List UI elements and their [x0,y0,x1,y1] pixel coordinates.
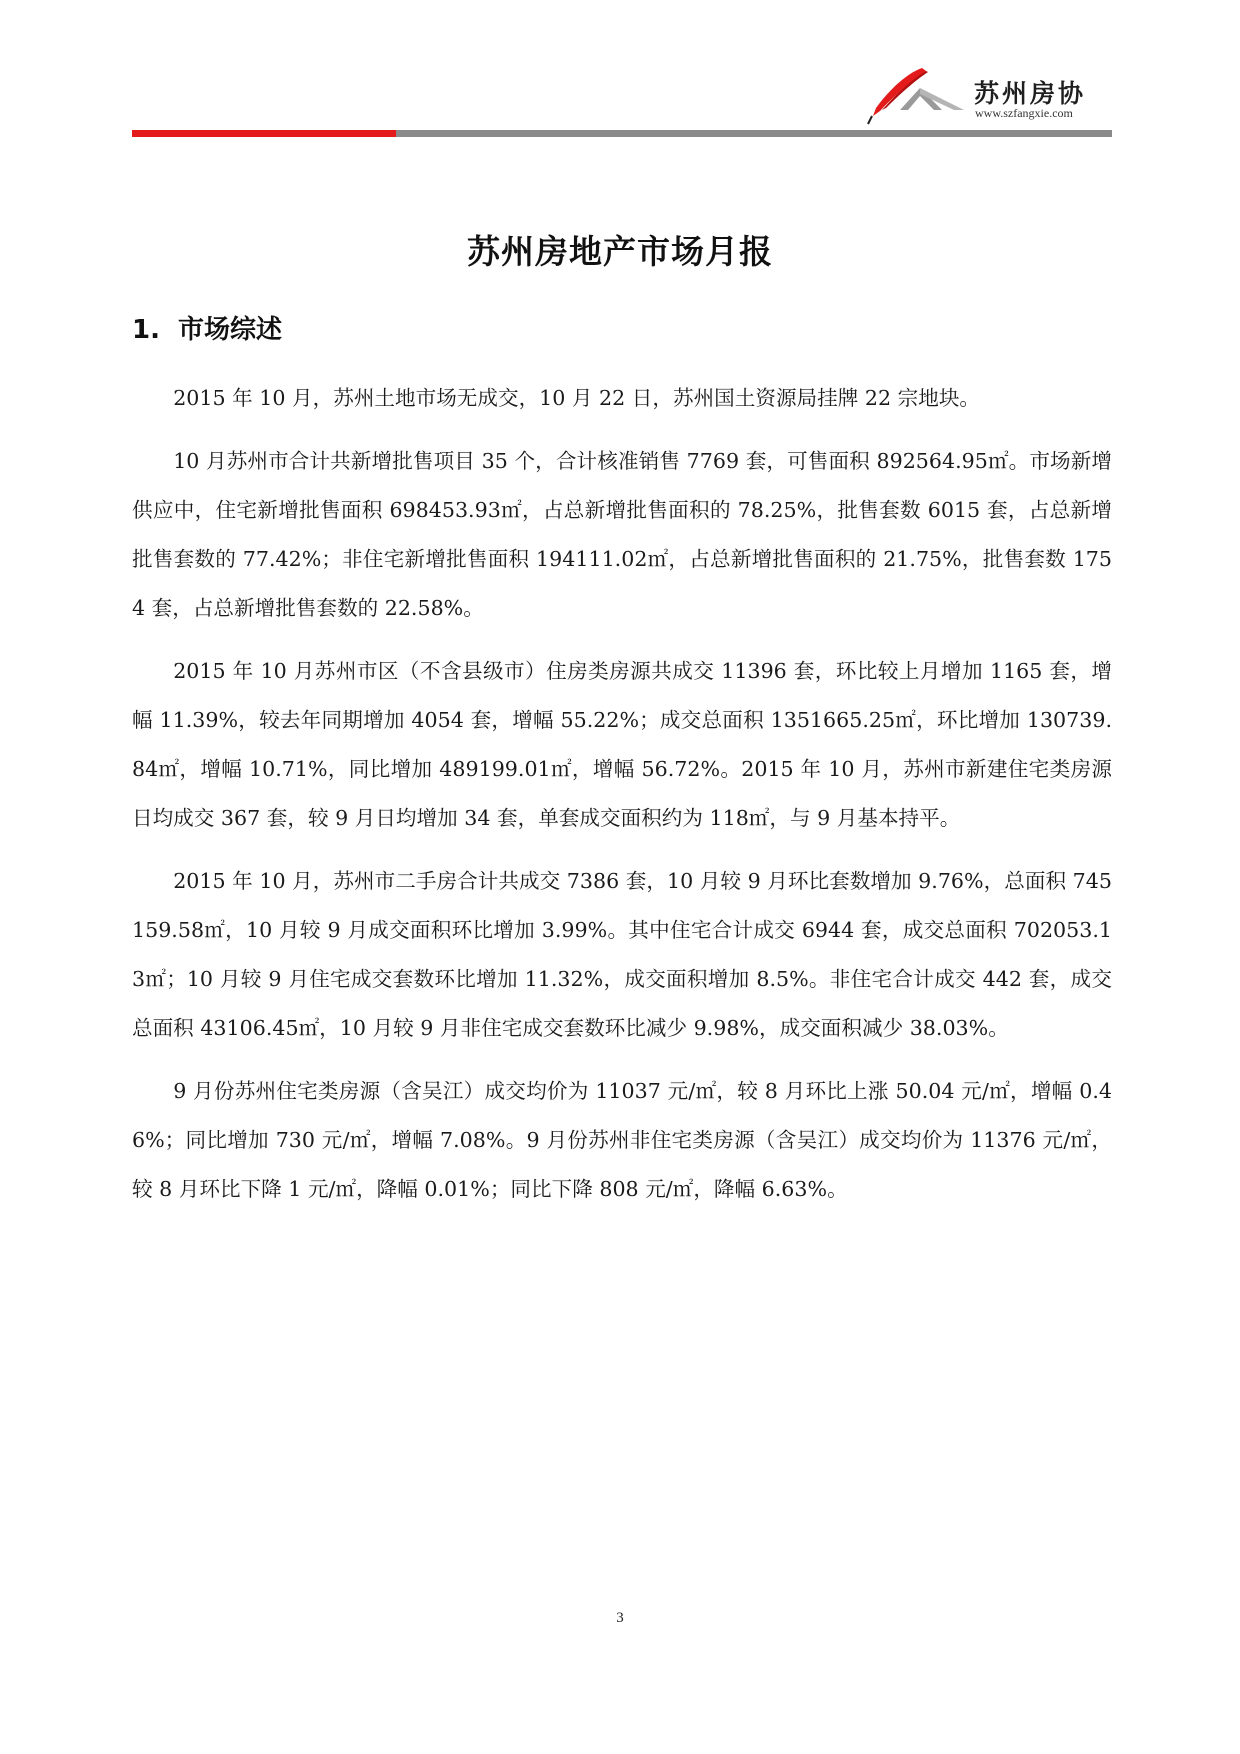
logo-url: www.szfangxie.com [975,106,1073,120]
paragraph-new-supply: 10 月苏州市合计共新增批售项目 35 个，合计核准销售 7769 套，可售面积 892564.95㎡。市场新增供应中，住宅新增批售面积 698453.93㎡，占总新增批售面积的 78.25%，批售套数 6015 套，占总新增批售套数的 77.42%；非住宅新增批售面积 194111.02㎡，占总新增批售面积的 21.75%，批售套数 1754 套，占总新增批售套数的 22.58%。 [132,449,1112,620]
logo-title: 苏州房协 [974,79,1087,108]
header-rule [132,130,1112,137]
section-number: 1. [132,315,160,345]
paragraph-new-housing-transactions: 2015 年 10 月苏州市区（不含县级市）住房类房源共成交 11396 套，环比较上月增加 1165 套，增幅 11.39%，较去年同期增加 4054 套，增幅 55.22%；成交总面积 1351665.25㎡，环比增加 130739.84㎡，增幅 10.71%，同比增加 489199.01㎡，增幅 56.72%。2015 年 10 月，苏州市新建住宅类房源日均成交 367 套，较 9 月日均增加 34 套，单套成交面积约为 118㎡，与 9 月基本持平。 [132,659,1112,830]
paragraph-average-prices: 9 月份苏州住宅类房源（含吴江）成交均价为 11037 元/㎡，较 8 月环比上涨 50.04 元/㎡，增幅 0.46%；同比增加 730 元/㎡，增幅 7.08%。9 月份苏州非住宅类房源（含吴江）成交均价为 11376 元/㎡，较 8 月环比下降 1 元/㎡，降幅 0.01%；同比下降 808 元/㎡，降幅 6.63%。 [132,1079,1112,1201]
quill-roof-logo-icon [862,66,972,128]
paragraph-second-hand-housing: 2015 年 10 月，苏州市二手房合计共成交 7386 套，10 月较 9 月环比套数增加 9.76%，总面积 745159.58㎡，10 月较 9 月成交面积环比增加 3.99%。其中住宅合计成交 6944 套，成交总面积 702053.13㎡；10 月较 9 月住宅成交套数环比增加 11.32%，成交面积增加 8.5%。非住宅合计成交 442 套，成交总面积 43106.45㎡，10 月较 9 月非住宅成交套数环比减少 9.98%，成交面积减少 38.03%。 [132,869,1112,1040]
section-title: 市场综述 [178,315,283,345]
header-logo [862,66,1114,128]
paragraph-land-market: 2015 年 10 月，苏州土地市场无成交，10 月 22 日，苏州国土资源局挂牌 22 宗地块。 [173,386,981,410]
document-title: 苏州房地产市场月报 [467,232,773,271]
page-number: 3 [616,1610,624,1626]
section-heading [132,309,282,346]
document-body [132,374,1112,1228]
header-rule-grey [396,130,1112,137]
header-rule-red [132,130,396,137]
